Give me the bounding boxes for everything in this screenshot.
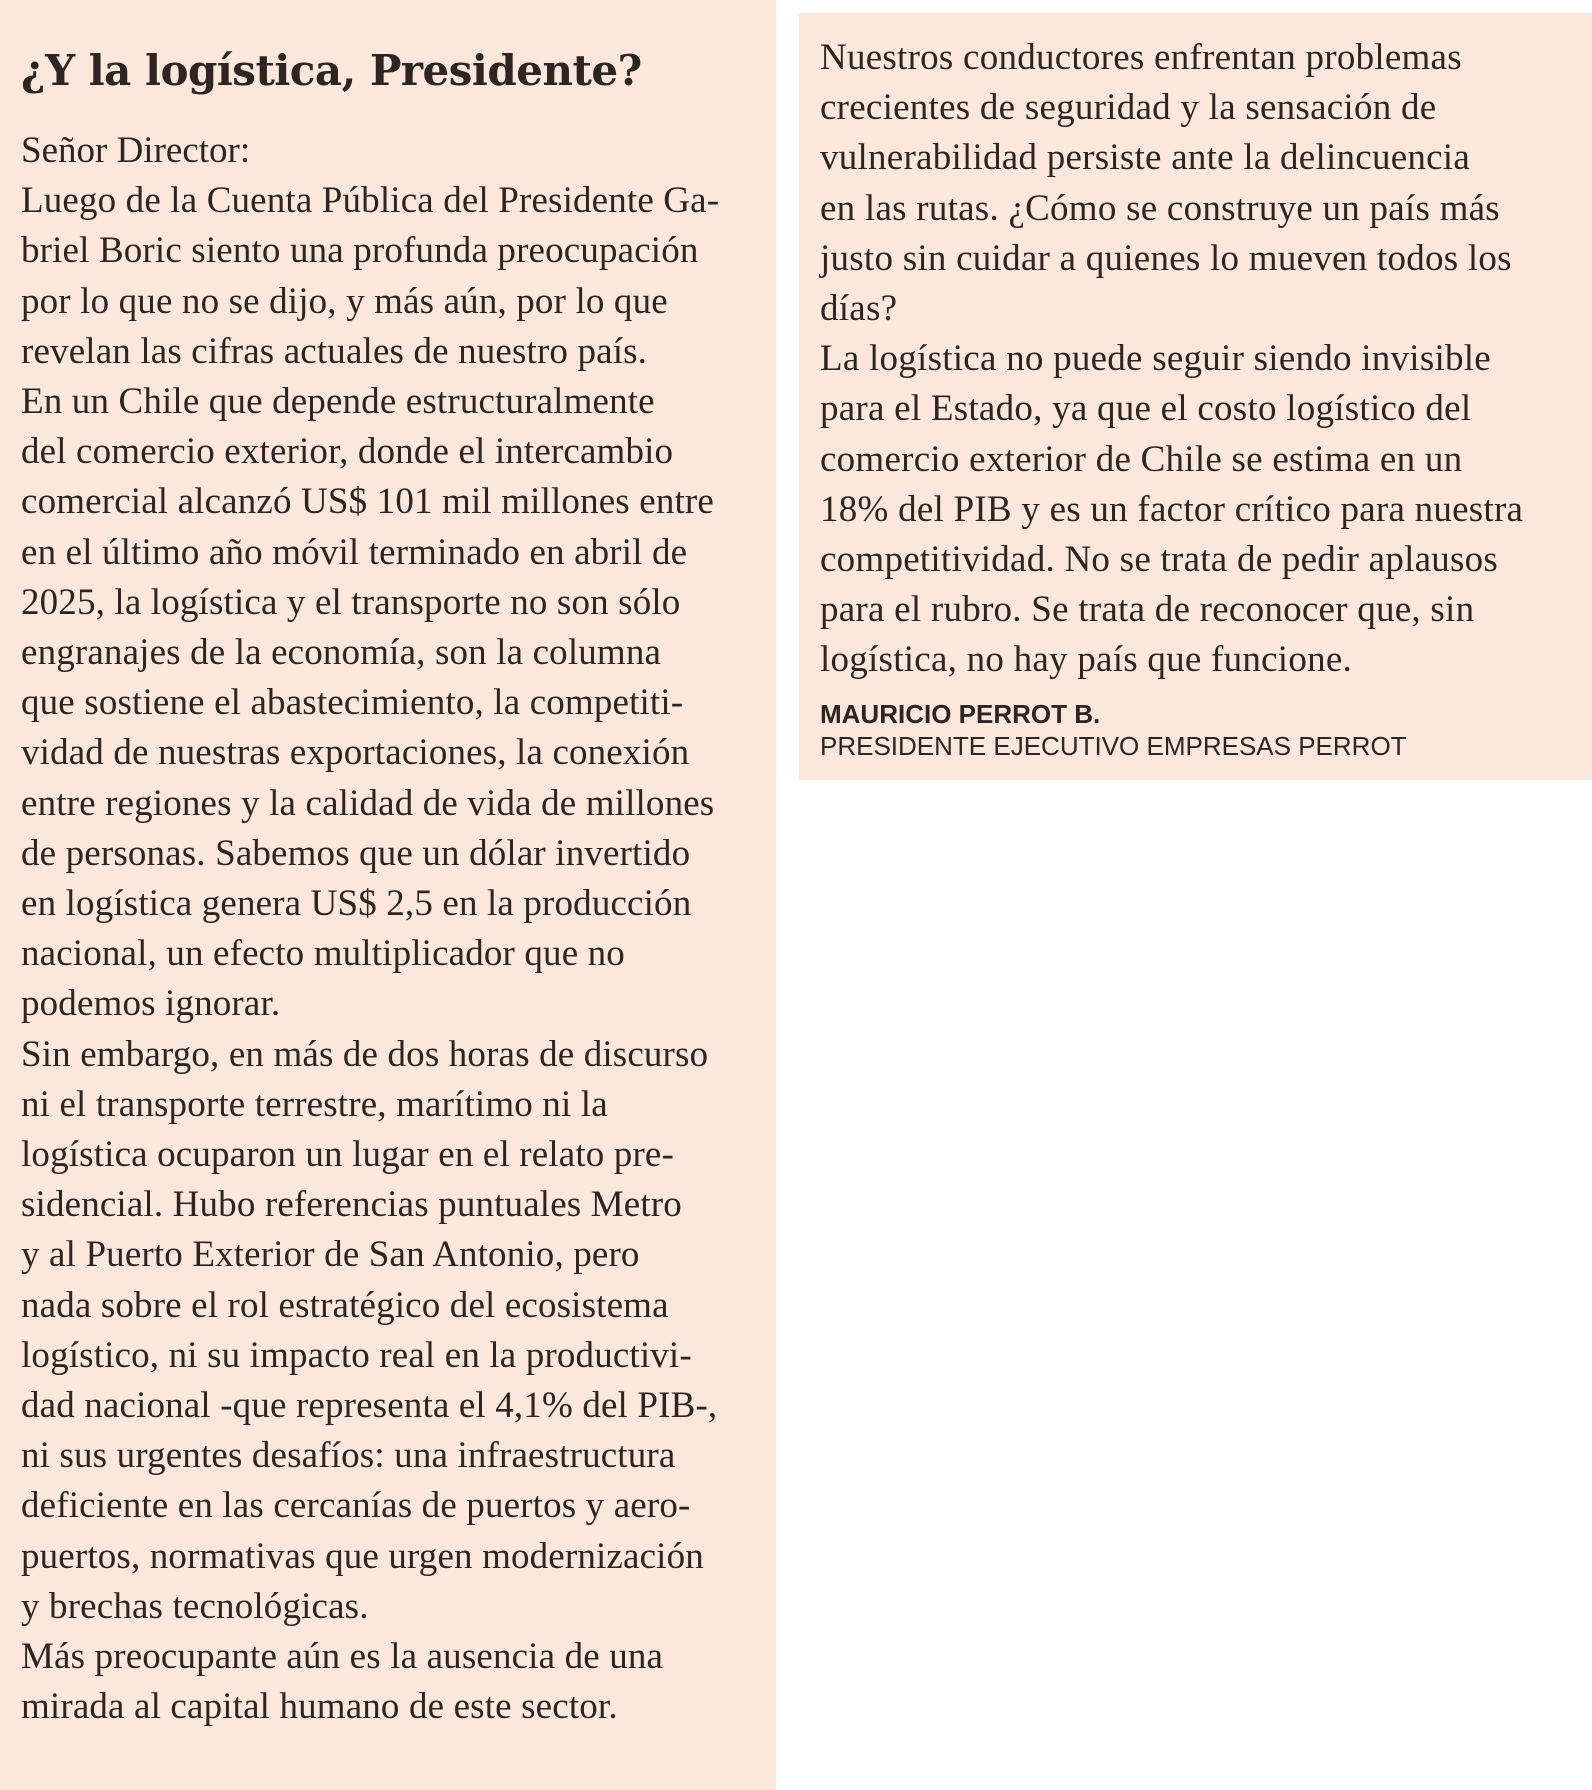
letter-salutation: Señor Director:	[21, 130, 251, 171]
body-line: logística ocuparon un lugar en el relato pre-	[21, 1134, 674, 1176]
body-line: en logística genera US$ 2,5 en la producción	[21, 883, 692, 925]
letter-left-column	[0, 0, 776, 1790]
body-line: Luego de la Cuenta Pública del Presidente Ga-	[21, 180, 720, 222]
signature-role: PRESIDENTE EJECUTIVO EMPRESAS PERROT	[820, 730, 1407, 761]
body-line: competitividad. No se trata de pedir aplausos	[820, 539, 1499, 581]
body-line: entre regiones y la calidad de vida de millones	[21, 782, 715, 824]
body-line: para el Estado, ya que el costo logístico del	[820, 388, 1472, 430]
body-line: para el rubro. Se trata de reconocer que, sin	[820, 589, 1475, 631]
letter-body-left	[21, 176, 776, 1732]
body-line: y al Puerto Exterior de San Antonio, pero	[21, 1234, 640, 1276]
body-line: ni el transporte terrestre, marítimo ni la	[21, 1083, 608, 1125]
body-line: días?	[820, 288, 898, 330]
body-line: Nuestros conductores enfrentan problemas	[820, 37, 1462, 78]
body-line: crecientes de seguridad y la sensación de	[820, 87, 1437, 129]
body-line: logístico, ni su impacto real en la productivi-	[21, 1334, 692, 1376]
body-line: justo sin cuidar a quienes lo mueven todos los	[820, 237, 1512, 279]
body-line: Sin embargo, en más de dos horas de discurso	[21, 1033, 709, 1075]
body-line: vidad de nuestras exportaciones, la conexión	[21, 732, 690, 774]
body-line: En un Chile que depende estructuralmente	[21, 381, 655, 423]
body-line: engranajes de la economía, son la columna	[21, 632, 662, 674]
letter-title: ¿Y la logística, Presidente?	[21, 46, 642, 95]
body-line: puertos, normativas que urgen modernización	[21, 1535, 704, 1577]
body-line: y brechas tecnológicas.	[21, 1585, 369, 1627]
body-line: deficiente en las cercanías de puertos y aero-	[21, 1485, 691, 1527]
signature-name: MAURICIO PERROT B.	[820, 698, 1101, 729]
letter-right-column	[799, 13, 1592, 780]
body-line: comercio exterior de Chile se estima en un	[820, 438, 1463, 480]
body-line: vulnerabilidad persiste ante la delincuencia	[820, 137, 1471, 179]
body-line: 18% del PIB y es un factor crítico para nuestra	[820, 488, 1524, 530]
body-line: ni sus urgentes desafíos: una infraestructura	[21, 1435, 676, 1477]
body-line: podemos ignorar.	[21, 983, 281, 1025]
body-line: en el último año móvil terminado en abril de	[21, 531, 688, 573]
letter-body-right	[820, 33, 1592, 686]
body-line: logística, no hay país que funcione.	[820, 639, 1353, 681]
body-line: por lo que no se dijo, y más aún, por lo que	[21, 280, 668, 322]
body-line: de personas. Sabemos que un dólar invertido	[21, 832, 691, 874]
body-line: sidencial. Hubo referencias puntuales Metro	[21, 1184, 682, 1226]
body-line: nada sobre el rol estratégico del ecosistema	[21, 1284, 669, 1326]
body-line: briel Boric siento una profunda preocupación	[21, 230, 699, 272]
body-line: revelan las cifras actuales de nuestro país.	[21, 330, 648, 372]
body-line: del comercio exterior, donde el intercambio	[21, 431, 674, 473]
body-line: mirada al capital humano de este sector.	[21, 1686, 618, 1728]
signature-block	[820, 698, 1592, 762]
body-line: 2025, la logística y el transporte no son sólo	[21, 581, 681, 623]
body-line: que sostiene el abastecimiento, la competiti-	[21, 682, 684, 724]
body-line: nacional, un efecto multiplicador que no	[21, 933, 625, 975]
body-line: comercial alcanzó US$ 101 mil millones entre	[21, 481, 714, 523]
body-line: dad nacional -que representa el 4,1% del PIB-,	[21, 1385, 718, 1427]
body-line: La logística no puede seguir siendo invisible	[820, 338, 1491, 380]
body-line: Más preocupante aún es la ausencia de una	[21, 1636, 664, 1678]
body-line: en las rutas. ¿Cómo se construye un país más	[820, 187, 1500, 229]
